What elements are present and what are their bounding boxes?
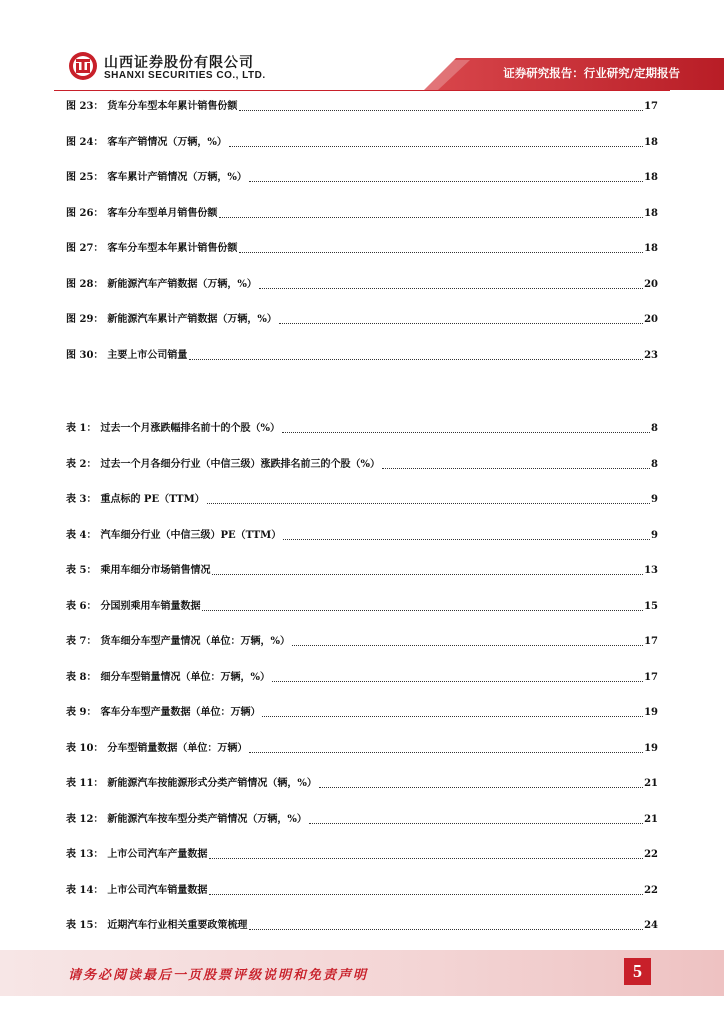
toc-label: 表 8： <box>66 672 97 683</box>
toc-label: 表 11： <box>66 778 104 789</box>
toc-page-number: 22 <box>644 849 658 860</box>
toc-leader-dots <box>309 822 643 824</box>
toc-leader-dots <box>229 145 643 147</box>
toc-row-table-2[interactable] <box>66 456 658 472</box>
toc-leader-dots <box>219 216 643 218</box>
toc-label: 表 14： <box>66 885 104 896</box>
toc-label: 表 5： <box>66 565 97 576</box>
toc-title: 新能源汽车产销数据（万辆，%） <box>107 279 257 290</box>
toc-leader-dots <box>209 893 643 895</box>
toc-leader-dots <box>279 322 643 324</box>
toc-row-figure-30[interactable] <box>66 347 658 363</box>
toc-page-number: 9 <box>651 494 658 505</box>
toc-row-figure-23[interactable] <box>66 98 658 114</box>
toc-page-number: 15 <box>644 601 658 612</box>
toc-title: 近期汽车行业相关重要政策梳理 <box>107 920 248 931</box>
page-header <box>0 0 724 95</box>
toc-label: 表 4： <box>66 530 97 541</box>
toc-label: 表 15： <box>66 920 104 931</box>
toc-title: 过去一个月涨跌幅排名前十的个股（%） <box>100 423 280 434</box>
toc-leader-dots <box>262 715 643 717</box>
toc-row-table-3[interactable] <box>66 491 658 507</box>
page-number-badge: 5 <box>624 958 651 985</box>
toc-page-number: 17 <box>644 101 658 112</box>
toc-leader-dots <box>202 609 643 611</box>
toc-page-number: 20 <box>644 279 658 290</box>
toc-leader-dots <box>239 109 643 111</box>
toc-page-number: 24 <box>644 920 658 931</box>
toc-title: 新能源汽车按车型分类产销情况（万辆，%） <box>107 814 307 825</box>
toc-label: 表 7： <box>66 636 97 647</box>
toc-page-number: 21 <box>644 814 658 825</box>
company-logo-icon <box>68 51 98 81</box>
toc-leader-dots <box>189 358 643 360</box>
toc-leader-dots <box>212 573 643 575</box>
toc-label: 图 24： <box>66 137 104 148</box>
toc-title: 客车分车型产量数据（单位：万辆） <box>100 707 261 718</box>
toc-label: 表 9： <box>66 707 97 718</box>
toc-title: 乘用车细分市场销售情况 <box>100 565 211 576</box>
toc-leader-dots <box>319 786 643 788</box>
header-divider <box>54 90 670 91</box>
toc-page-number: 18 <box>644 137 658 148</box>
toc-title: 上市公司汽车销量数据 <box>107 885 208 896</box>
toc-title: 货车细分车型产量情况（单位：万辆，%） <box>100 636 290 647</box>
toc-row-figure-25[interactable] <box>66 169 658 185</box>
toc-title: 主要上市公司销量 <box>107 350 188 361</box>
toc-leader-dots <box>272 680 643 682</box>
toc-title: 细分车型销量情况（单位：万辆，%） <box>100 672 270 683</box>
toc-page-number: 21 <box>644 778 658 789</box>
toc-title: 客车累计产销情况（万辆，%） <box>107 172 247 183</box>
toc-page-number: 18 <box>644 172 658 183</box>
toc-label: 表 2： <box>66 459 97 470</box>
toc-label: 图 25： <box>66 172 104 183</box>
toc-page-number: 22 <box>644 885 658 896</box>
toc-row-table-11[interactable] <box>66 775 658 791</box>
toc-title: 上市公司汽车产量数据 <box>107 849 208 860</box>
toc-row-figure-24[interactable] <box>66 134 658 150</box>
company-name-en: SHANXI SECURITIES CO., LTD. <box>104 70 266 81</box>
toc-row-table-15[interactable] <box>66 917 658 933</box>
toc-row-figure-26[interactable] <box>66 205 658 221</box>
toc-page-number: 20 <box>644 314 658 325</box>
toc-label: 图 23： <box>66 101 104 112</box>
toc-title: 客车分车型本年累计销售份额 <box>107 243 238 254</box>
toc-page-number: 8 <box>651 459 658 470</box>
toc-label: 表 3： <box>66 494 97 505</box>
toc-leader-dots <box>382 467 650 469</box>
toc-page-number: 18 <box>644 208 658 219</box>
toc-page-number: 17 <box>644 672 658 683</box>
toc-label: 图 27： <box>66 243 104 254</box>
toc-leader-dots <box>292 644 643 646</box>
toc-label: 表 6： <box>66 601 97 612</box>
toc-row-table-10[interactable] <box>66 740 658 756</box>
toc-row-table-9[interactable] <box>66 704 658 720</box>
company-name-cn: 山西证券股份有限公司 <box>104 55 254 71</box>
toc-row-table-6[interactable] <box>66 598 658 614</box>
toc-title: 新能源汽车按能源形式分类产销情况（辆，%） <box>107 778 317 789</box>
toc-title: 过去一个月各细分行业（中信三级）涨跌排名前三的个股（%） <box>100 459 380 470</box>
toc-row-table-4[interactable] <box>66 527 658 543</box>
toc-title: 汽车细分行业（中信三级）PE（TTM） <box>100 530 282 541</box>
footer-disclaimer: 请务必阅读最后一页股票评级说明和免责声明 <box>68 968 369 983</box>
toc-label: 表 13： <box>66 849 104 860</box>
toc-page-number: 8 <box>651 423 658 434</box>
toc-title: 分车型销量数据（单位：万辆） <box>107 743 248 754</box>
toc-row-table-12[interactable] <box>66 811 658 827</box>
toc-label: 图 30： <box>66 350 104 361</box>
toc-row-table-7[interactable] <box>66 633 658 649</box>
toc-leader-dots <box>249 751 643 753</box>
toc-row-figure-29[interactable] <box>66 311 658 327</box>
toc-leader-dots <box>259 287 643 289</box>
toc-row-table-8[interactable] <box>66 669 658 685</box>
toc-title: 分国别乘用车销量数据 <box>100 601 201 612</box>
toc-label: 表 1： <box>66 423 97 434</box>
report-type-label: 证券研究报告：行业研究/定期报告 <box>503 66 680 80</box>
toc-page-number: 23 <box>644 350 658 361</box>
toc-leader-dots <box>239 251 643 253</box>
toc-title: 重点标的 PE（TTM） <box>100 494 205 505</box>
toc-leader-dots <box>209 857 643 859</box>
toc-title: 客车产销情况（万辆，%） <box>107 137 227 148</box>
toc-page-number: 18 <box>644 243 658 254</box>
toc-page-number: 19 <box>644 707 658 718</box>
toc-row-table-14[interactable] <box>66 882 658 898</box>
toc-leader-dots <box>282 431 650 433</box>
toc-title: 新能源汽车累计产销数据（万辆，%） <box>107 314 277 325</box>
toc-row-figure-27[interactable] <box>66 240 658 256</box>
toc-page-number: 13 <box>644 565 658 576</box>
toc-label: 表 10： <box>66 743 104 754</box>
toc-row-table-5[interactable] <box>66 562 658 578</box>
toc-page-number: 9 <box>651 530 658 541</box>
toc-leader-dots <box>249 180 643 182</box>
toc-page-number: 17 <box>644 636 658 647</box>
toc-label: 图 28： <box>66 279 104 290</box>
toc-row-table-1[interactable] <box>66 420 658 436</box>
toc-title: 货车分车型本年累计销售份额 <box>107 101 238 112</box>
toc-row-figure-28[interactable] <box>66 276 658 292</box>
toc-label: 表 12： <box>66 814 104 825</box>
toc-leader-dots <box>249 928 643 930</box>
toc-page-number: 19 <box>644 743 658 754</box>
toc-label: 图 26： <box>66 208 104 219</box>
toc-row-table-13[interactable] <box>66 846 658 862</box>
toc-title: 客车分车型单月销售份额 <box>107 208 218 219</box>
toc-leader-dots <box>283 538 650 540</box>
toc-leader-dots <box>207 502 650 504</box>
toc-label: 图 29： <box>66 314 104 325</box>
